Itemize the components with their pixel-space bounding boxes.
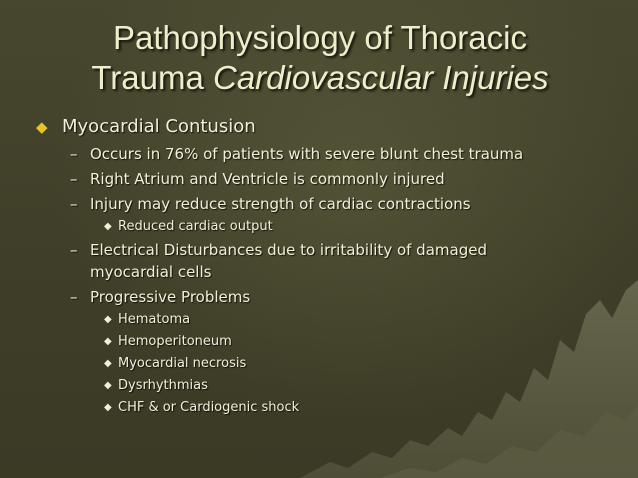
dash-marker: – [70,288,78,306]
bullet-text: Injury may reduce strength of cardiac contractions [90,195,471,213]
sub-sub-bullet-chf [104,400,300,415]
sub-bullet-electrical-continued [90,263,211,281]
dash-marker: – [70,170,78,188]
sub-bullet-right-atrium [70,170,445,188]
sub-bullet-electrical [70,241,487,259]
diamond-icon: ◆ [104,358,112,369]
bullet-text: Hemoperitoneum [118,334,232,349]
bullet-text: Electrical Disturbances due to irritability of damaged [90,241,487,259]
diamond-icon: ◆ [104,314,112,325]
dash-marker: – [70,241,78,259]
bullet-text: myocardial cells [90,263,212,281]
bullet-text: Myocardial necrosis [118,356,247,371]
bullet-text: Myocardial Contusion [62,116,256,137]
sub-bullet-injury [70,195,471,213]
sub-sub-bullet-dysrhythmias [104,378,208,393]
bullet-text: Hematoma [118,312,191,327]
bullet-myocardial-contusion [36,116,256,137]
dash-marker: – [70,145,78,163]
bullet-text: CHF & or Cardiogenic shock [118,400,300,415]
diamond-icon: ◆ [104,380,112,391]
sub-sub-bullet-hemoperitoneum [104,334,232,349]
sub-bullet-occurs [70,145,524,163]
sub-sub-bullet-hematoma [104,312,191,327]
bullet-text: Reduced cardiac output [118,219,273,234]
diamond-icon: ◆ [104,221,112,232]
sub-sub-bullet-necrosis [104,356,247,371]
diamond-icon: ◆ [104,336,112,347]
bullet-text: Progressive Problems [90,288,251,306]
bullet-text: Right Atrium and Ventricle is commonly injured [90,170,445,188]
title-line-2-plain: Trauma [91,59,213,96]
diamond-icon: ◆ [104,402,112,413]
sub-sub-bullet-reduced-output [104,219,273,234]
title-line-1: Pathophysiology of Thoracic [113,19,527,56]
dash-marker: – [70,195,78,213]
sub-bullet-progressive [70,288,251,306]
diamond-icon: ◆ [36,118,48,136]
bullet-text: Dysrhythmias [118,378,208,393]
bullet-text: Occurs in 76% of patients with severe blunt chest trauma [90,145,524,163]
title-line-2-italic: Cardiovascular Injuries [213,59,549,96]
